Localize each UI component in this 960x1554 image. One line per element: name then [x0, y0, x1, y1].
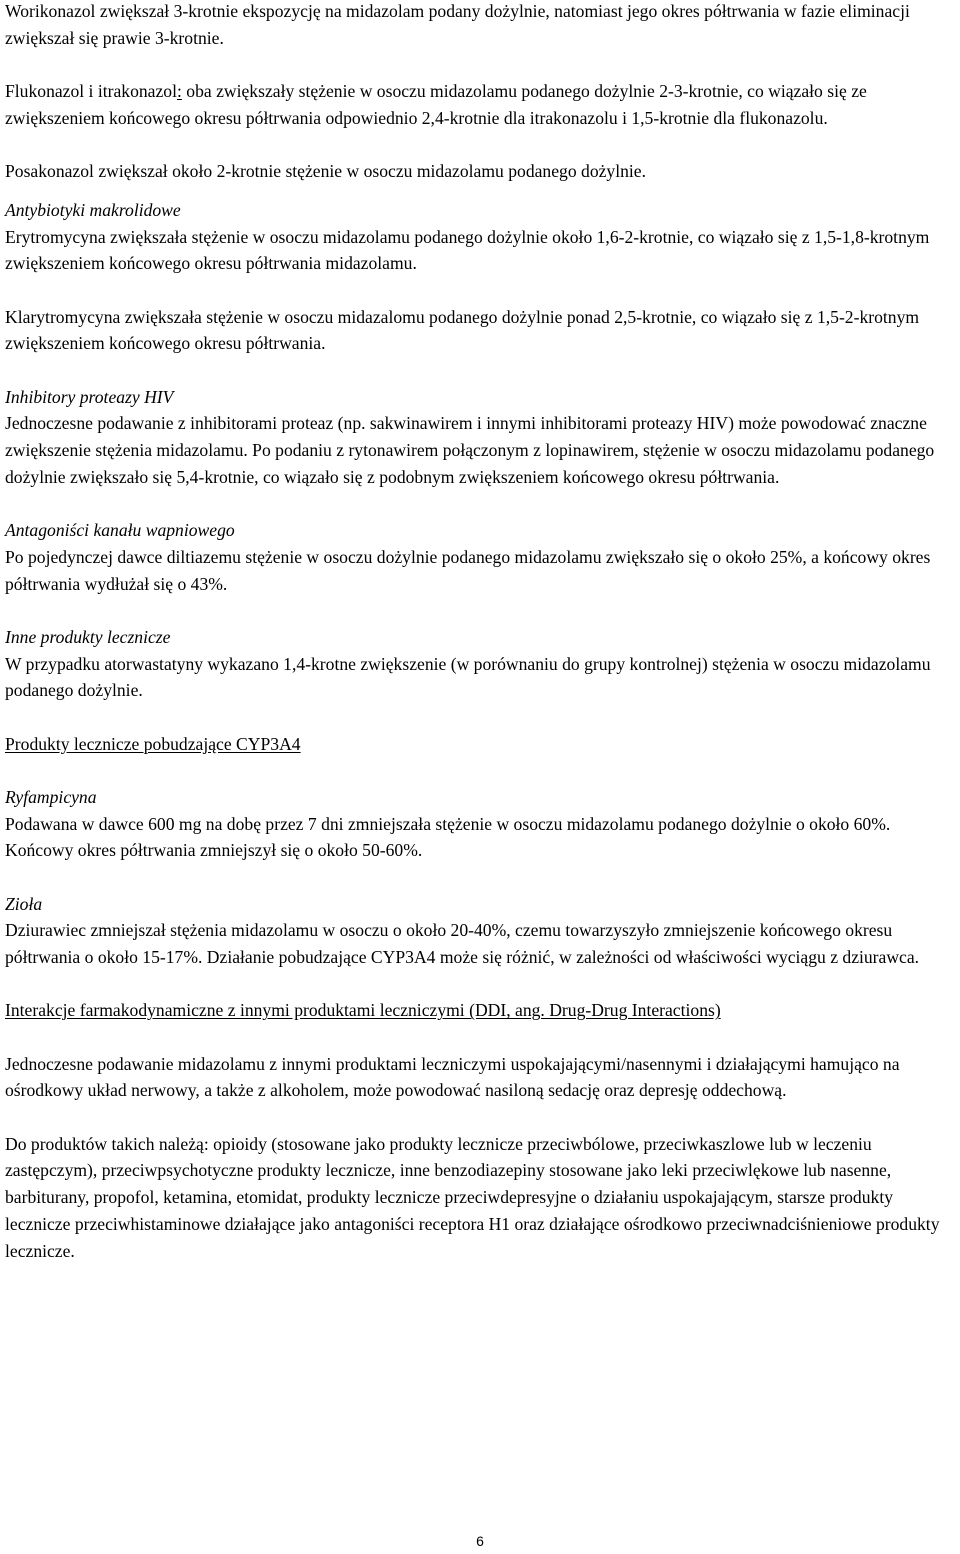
section-calcium-channel-antagonists — [5, 517, 957, 597]
paragraph-text: Jednoczesne podawanie z inhibitorami proteaz (np. sakwinawirem i innymi inhibitorami proteazy HIV) może powodować znaczne zwiększenie stężenia midazolamu. Po podaniu z rytonawirem połączonym z lopinawirem, stężenie w osoczu midazolamu podanego dożylnie zwiększało się 5,4-krotnie, co wiązało się z podobnym zwiększeniem końcowego okresu półtrwania. — [5, 413, 935, 487]
paragraph-lead: Flukonazol i itrakonazol — [5, 80, 177, 101]
section-rifampicin — [5, 784, 957, 864]
section-hiv-protease-inhibitors — [5, 384, 957, 491]
subsection-heading: Ryfampicyna — [5, 786, 97, 807]
document-body — [5, 0, 957, 1291]
paragraph-text: Po pojedynczej dawce diltiazemu stężenie w osoczu dożylnie podanego midazolamu zwiększało się o około 25%, a końcowy okres półtrwania wydłużał się o 43%. — [5, 546, 931, 594]
section-heading: Inne produkty lecznicze — [5, 626, 171, 647]
paragraph-voriconazole — [5, 0, 957, 52]
section-heading: Inhibitory proteazy HIV — [5, 386, 174, 407]
section-pharmacodynamic-interactions — [5, 997, 957, 1024]
section-macrolides — [5, 197, 957, 277]
section-cyp3a4-inducers — [5, 731, 957, 758]
page-number: 6 — [476, 1533, 484, 1549]
paragraph-text: Posakonazol zwiększał około 2-krotnie stężenie w osoczu midazolamu podanego dożylnie. — [5, 160, 647, 181]
section-heading: Antybiotyki makrolidowe — [5, 199, 181, 220]
paragraph-posaconazole — [5, 158, 957, 185]
paragraph-text: Do produktów takich należą: opioidy (stosowane jako produkty lecznicze przeciwbólowe, przeciwkaszlowe lub w leczeniu zastępczym), przeciwpsychotyczne produkty lecznicze, inne benzodiazepiny stosowane jako leki przeciwlękowe lub nasenne, barbiturany, propofol, ketamina, etomidat, produkty lecznicze przeciwdepresyjne o działaniu uspokajającym, starsze produkty lecznicze przeciwhistaminowe działające jako antagoniści receptora H1 oraz działające ośrodkowo przeciwnadciśnieniowe produkty lecznicze. — [5, 1133, 940, 1261]
paragraph-cns-depressants — [5, 1051, 957, 1105]
section-herbs — [5, 891, 957, 971]
section-heading: Interakcje farmakodynamiczne z innymi produktami leczniczymi (DDI, ang. Drug-Drug Interactions) — [5, 1000, 721, 1021]
section-heading: Produkty lecznicze pobudzające CYP3A4 — [5, 733, 301, 754]
underlined-colon: : — [177, 80, 182, 101]
paragraph-text: Jednoczesne podawanie midazolamu z innymi produktami leczniczymi uspokajającymi/nasennymi i działającymi hamująco na ośrodkowy układ nerwowy, a także z alkoholem, może powodować nasiloną sedację oraz depresję oddechową. — [5, 1053, 900, 1101]
paragraph-text: Erytromycyna zwiększała stężenie w osoczu midazolamu podanego dożylnie około 1,6-2-krotnie, co wiązało się z 1,5-1,8-krotnym zwiększeniem końcowego okresu półtrwania midazolamu. — [5, 226, 930, 274]
paragraph-text: W przypadku atorwastatyny wykazano 1,4-krotne zwiększenie (w porównaniu do grupy kontrolnej) stężenia w osoczu midazolamu podanego dożylnie. — [5, 653, 931, 701]
paragraph-text: Dziurawiec zmniejszał stężenia midazolamu w osoczu o około 20-40%, czemu towarzyszyło zmniejszenie końcowego okresu półtrwania o około 15-17%. Działanie pobudzające CYP3A4 może się różnić, w zależności od właściwości wyciągu z dziurawca. — [5, 920, 920, 968]
paragraph-text: Worikonazol zwiększał 3-krotnie ekspozycję na midazolam podany dożylnie, natomiast jego okres półtrwania w fazie eliminacji zwiększał się prawie 3-krotnie. — [5, 1, 910, 48]
paragraph-text: Klarytromycyna zwiększała stężenie w osoczu midazalomu podanego dożylnie ponad 2,5-krotnie, co wiązało się z 1,5-2-krotnym zwiększeniem końcowego okresu półtrwania. — [5, 306, 920, 354]
paragraph-clarithromycin — [5, 304, 957, 358]
paragraph-text: Podawana w dawce 600 mg na dobę przez 7 dni zmniejszała stężenie w osoczu midazolamu podanego dożylnie o około 60%. Końcowy okres półtrwania zmniejszył się o około 50-60%. — [5, 813, 891, 861]
section-heading: Antagoniści kanału wapniowego — [5, 520, 235, 541]
paragraph-fluconazole-itraconazole — [5, 78, 957, 132]
subsection-heading: Zioła — [5, 893, 43, 914]
paragraph-text: oba zwiększały stężenie w osoczu midazolamu podanego dożylnie 2-3-krotnie, co wiązało się ze zwiększeniem końcowego okresu półtrwania odpowiednio 2,4-krotnie dla itrakonazolu i 1,5-krotnie dla flukonazolu. — [5, 80, 867, 128]
paragraph-product-list — [5, 1131, 957, 1265]
section-other-medicinal-products — [5, 624, 957, 704]
